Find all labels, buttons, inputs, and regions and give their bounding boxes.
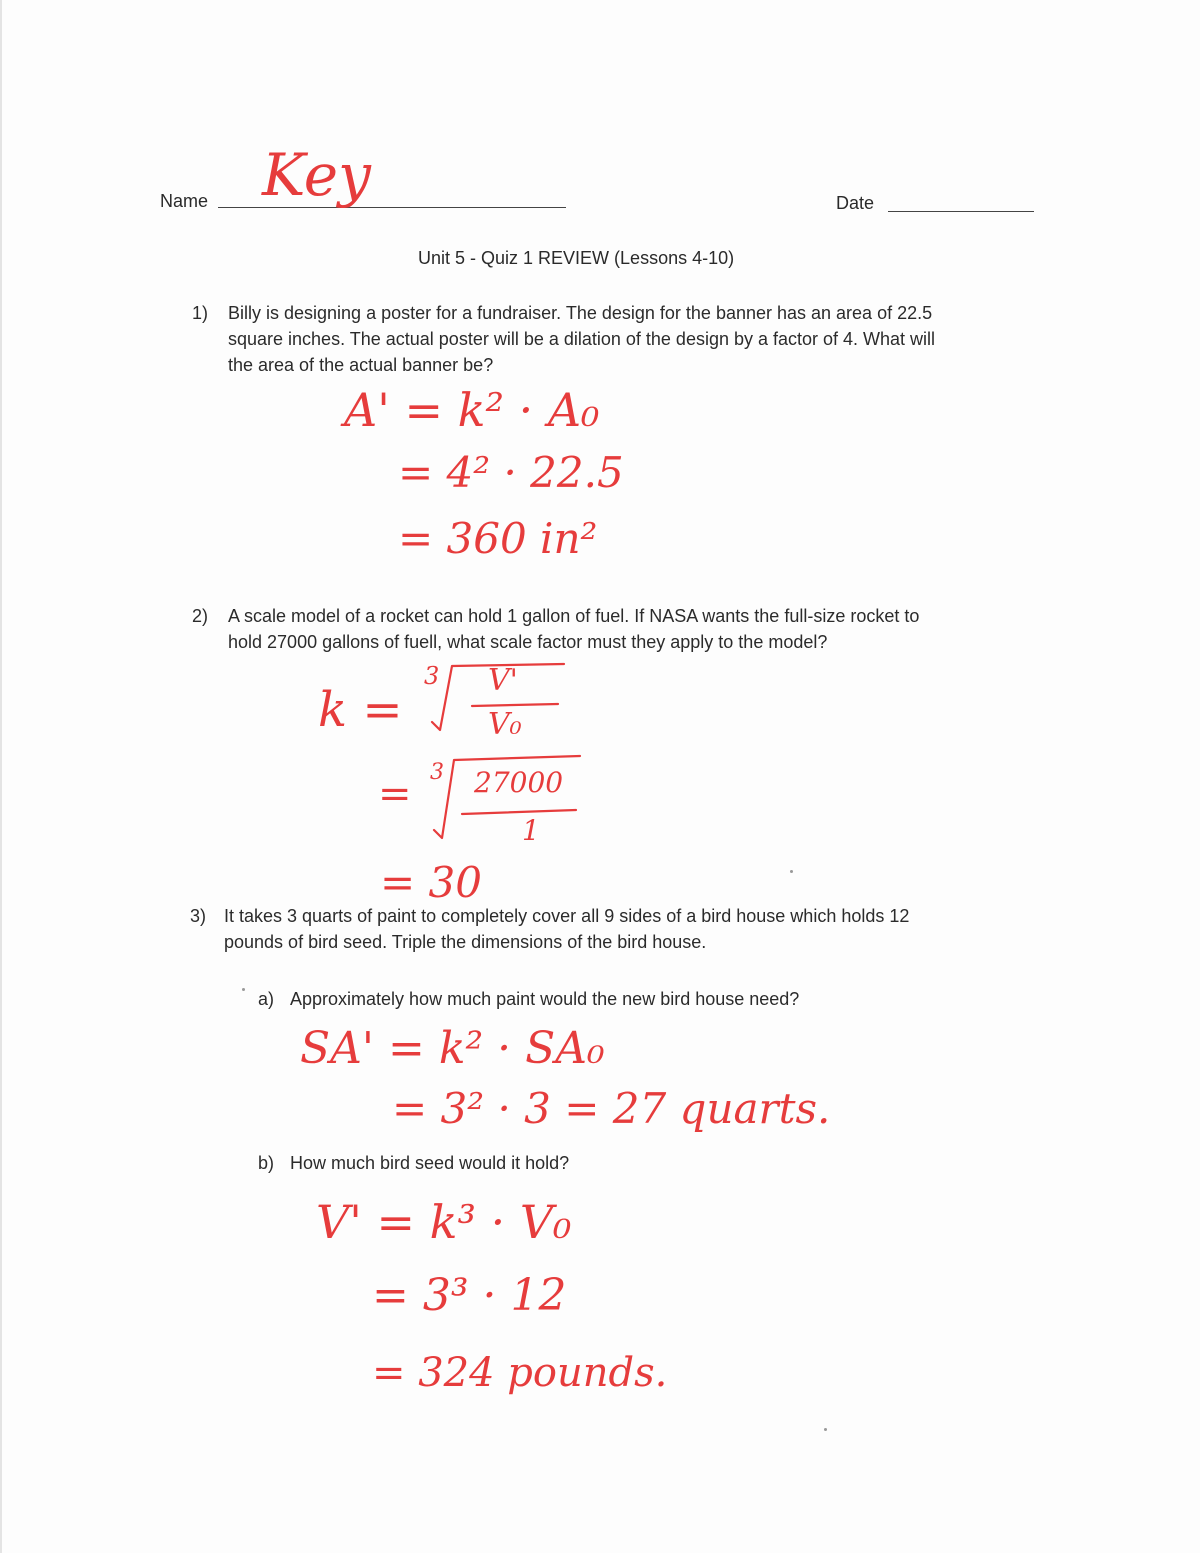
question-3-line-1: It takes 3 quarts of paint to completely cover all 9 sides of a bird house which holds 12: [224, 906, 910, 926]
question-1-number: 1): [192, 303, 209, 323]
question-3b-work-line-1: V' = k³ · V₀: [316, 1195, 572, 1249]
question-3a-work-line-1: SA' = k² · SA₀: [300, 1023, 605, 1074]
question-1-work-line-3: = 360 in²: [398, 514, 598, 563]
question-2-root-index-2b: 3: [430, 760, 444, 785]
name-handwritten: Key: [262, 141, 371, 209]
question-1-line-1: Billy is designing a poster for a fundraiser. The design for the banner has an area of 22.5: [228, 303, 933, 323]
question-2-result: = 30: [380, 858, 482, 907]
date-label: Date: [836, 193, 875, 213]
question-2-equals-2: =: [378, 771, 412, 817]
question-2-line-1: A scale model of a rocket can hold 1 gallon of fuel. If NASA wants the full-size rocket to: [228, 606, 920, 626]
question-3b-work-line-3: = 324 pounds.: [372, 1350, 668, 1396]
date-line: [888, 211, 1034, 212]
page-title: Unit 5 - Quiz 1 REVIEW (Lessons 4-10): [418, 248, 735, 268]
scan-speck: [790, 870, 793, 873]
question-1-work-line-1: A' = k² · A₀: [344, 383, 600, 437]
name-label: Name: [160, 191, 209, 211]
question-1-work-line-2: = 4² · 22.5: [398, 448, 624, 497]
question-3a-work-line-2: = 3² · 3 = 27 quarts.: [392, 1084, 831, 1133]
question-3-number: 3): [190, 906, 207, 926]
scan-speck: [242, 988, 245, 991]
question-3-line-2: pounds of bird seed. Triple the dimensions of the bird house.: [224, 932, 707, 952]
question-2-numerator-2: 27000: [474, 766, 564, 799]
question-3b-label: b): [258, 1153, 275, 1173]
question-1-line-3: the area of the actual banner be?: [228, 355, 494, 375]
question-2-number: 2): [192, 606, 209, 626]
question-2-numerator-1: V': [488, 663, 518, 698]
question-2-k-equals: k =: [318, 682, 403, 738]
question-2-line-2: hold 27000 gallons of fuell, what scale factor must they apply to the model?: [228, 632, 828, 652]
question-3a-text: Approximately how much paint would the new bird house need?: [290, 989, 800, 1009]
scan-edge: [0, 0, 2, 1553]
question-2-denominator-2: 1: [522, 814, 540, 847]
question-3b-text: How much bird seed would it hold?: [290, 1153, 570, 1173]
scan-speck: [824, 1428, 827, 1431]
question-3b-work-line-2: = 3³ · 12: [372, 1270, 567, 1321]
question-2-denominator-1: V₀: [488, 707, 522, 742]
question-3a-label: a): [258, 989, 275, 1009]
question-2-root-index-1: 3: [424, 662, 440, 690]
question-1-line-2: square inches. The actual poster will be a dilation of the design by a factor of 4. What will: [228, 329, 936, 349]
